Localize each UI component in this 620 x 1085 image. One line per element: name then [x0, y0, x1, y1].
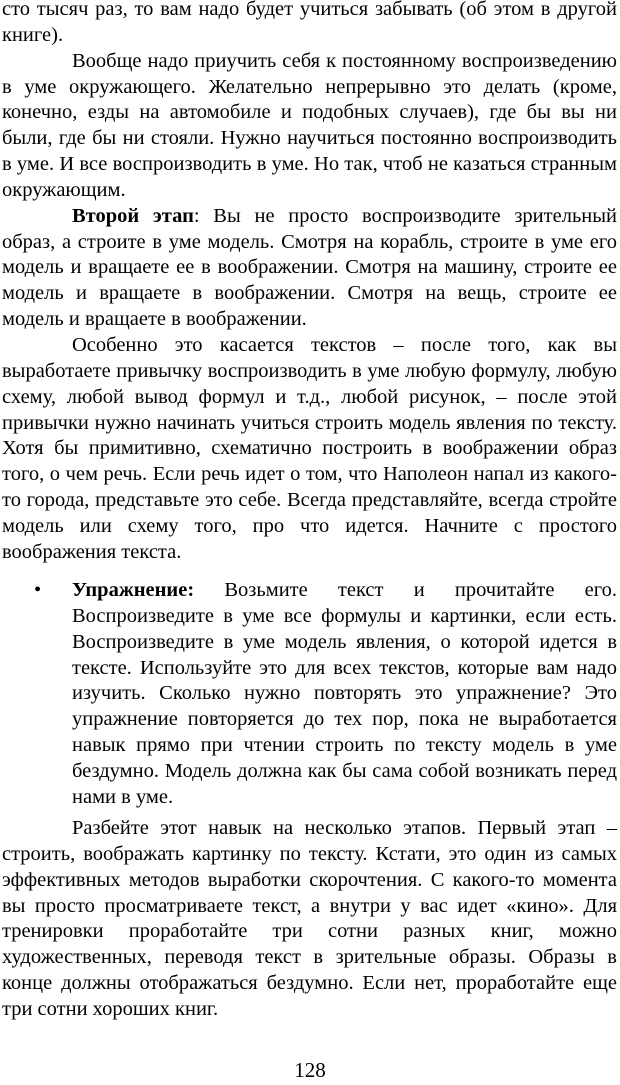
paragraph-text: Особенно это касается текстов – после того, как вы выработаете привычку воспроизводить в уме любую формулу, любую схему, любой вывод формул и т.д., любой рисунок, – после этой привычки нужно начинать учиться строить модель явления по тексту. Хотя бы примитивно, схематично построить в воображении образ того, о чем речь. Если речь идет о том, что Наполеон напал из какого-то города, представьте это себе. Всегда представляйте, всегда стройте модель или схему того, про что идется. Начните с простого воображения текста.: [2, 333, 617, 563]
exercise-list-item: [2, 578, 617, 811]
main-text-block: [2, 0, 617, 566]
exercise-text: Возьмите текст и прочитайте его. Воспроизведите в уме все формулы и картинки, если есть. Воспроизведите в уме модель явления, о которой идется в тексте. Используйте это для всех текстов, которые вам надо изучить. Сколько нужно повторять это упражнение? Это упражнение повторяется до тех пор, пока не выработается навык прямо при чтении строить по тексту модель в уме бездумно. Модель должна как бы сама собой возникать перед нами в уме.: [72, 579, 617, 808]
paragraph-text: сто тысяч раз, то вам надо будет учиться забывать (об этом в другой книге).: [2, 0, 617, 46]
paragraph-continuation: [2, 0, 617, 49]
exercise-block: [2, 578, 617, 811]
paragraph-text: : Вы не просто воспроизводите зрительный образ, а строите в уме модель. Смотря на корабль, строите в уме его модель и вращаете ее в воображении. Смотря на машину, строите ее модель и вращаете в воображении. Смотря на вещь, строите ее модель и вращаете в воображении.: [2, 204, 618, 331]
exercise-paragraph: [72, 578, 617, 811]
paragraph-skill-stages: [2, 816, 617, 1023]
second-stage-heading: Второй этап: [72, 204, 194, 227]
closing-text-block: [2, 816, 617, 1023]
bullet-icon: •: [34, 579, 42, 601]
exercise-heading: Упражнение:: [72, 579, 195, 601]
paragraph-reproduce-surroundings: [2, 49, 617, 204]
paragraph-texts-model: [2, 333, 617, 566]
paragraph-text: Вообще надо приучить себя к постоянному воспроизведению в уме окружающего. Желательно непрерывно это делать (кроме, конечно, езды на автомобиле и подобных случаев), где бы вы ни были, где бы ни стояли. Нужно научиться постоянно воспроизводить в уме. И все воспроизводить в уме. Но так, чтоб не казаться странным окружающим.: [2, 49, 617, 201]
paragraph-text: Разбейте этот навык на несколько этапов. Первый этап – строить, воображать картинку по тексту. Кстати, это один из самых эффективных методов выработки скорочтения. С какого-то момента вы просто просматриваете текст, а внутри у вас идет «кино». Для тренировки проработайте три сотни разных книг, можно художественных, переводя текст в зрительные образы. Образы в конце должны отображаться бездумно. Если нет, проработайте еще три сотни хороших книг.: [2, 817, 617, 1020]
page-number: 128: [294, 1058, 326, 1082]
paragraph-second-stage: [2, 204, 617, 333]
